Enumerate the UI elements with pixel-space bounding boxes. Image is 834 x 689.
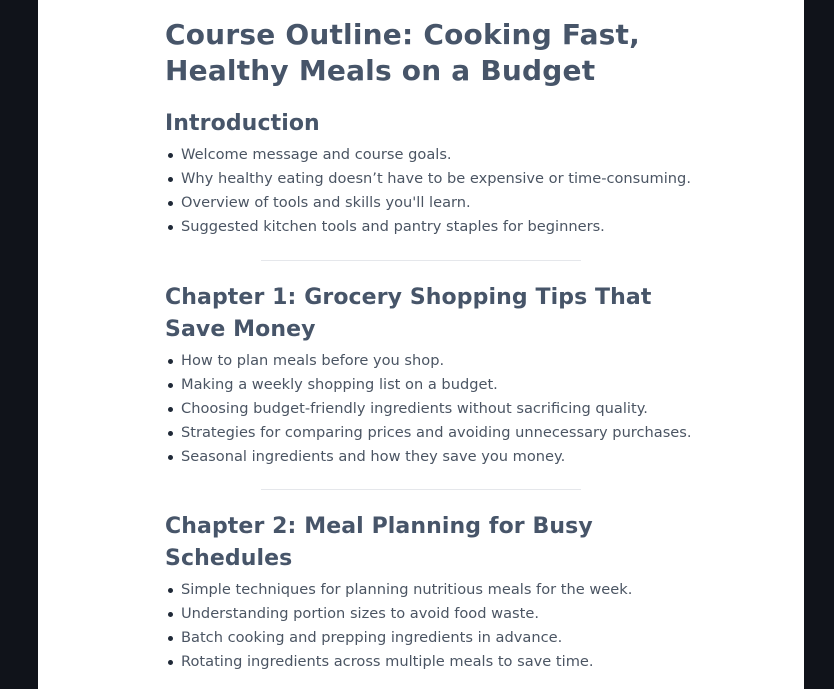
list-item: Making a weekly shopping list on a budget. bbox=[181, 373, 685, 397]
list-item: Welcome message and course goals. bbox=[181, 143, 685, 167]
list-item: Choosing budget-friendly ingredients without sacrificing quality. bbox=[181, 397, 685, 421]
bullet-list bbox=[165, 143, 691, 239]
section-heading: Chapter 2: Meal Planning for Busy Schedules bbox=[165, 514, 593, 571]
section-introduction bbox=[165, 108, 691, 239]
list-item: Strategies for comparing prices and avoiding unnecessary purchases. bbox=[181, 421, 685, 445]
section-heading: Chapter 1: Grocery Shopping Tips That Save Money bbox=[165, 285, 652, 342]
list-item: Simple techniques for planning nutritious meals for the week. bbox=[181, 578, 685, 602]
list-item: Suggested kitchen tools and pantry staples for beginners. bbox=[181, 215, 685, 239]
section-divider bbox=[261, 260, 581, 261]
list-item: Seasonal ingredients and how they save you money. bbox=[181, 445, 685, 469]
section-chapter-1 bbox=[165, 282, 692, 469]
section-chapter-2 bbox=[165, 511, 685, 674]
list-item: Understanding portion sizes to avoid food waste. bbox=[181, 602, 685, 626]
bullet-list bbox=[165, 349, 692, 469]
list-item: Batch cooking and prepping ingredients in advance. bbox=[181, 626, 685, 650]
bullet-list bbox=[165, 578, 685, 674]
page-title: Course Outline: Cooking Fast, Healthy Meals on a Budget bbox=[165, 18, 640, 87]
list-item: Rotating ingredients across multiple meals to save time. bbox=[181, 650, 685, 674]
list-item: How to plan meals before you shop. bbox=[181, 349, 685, 373]
document-page bbox=[38, 0, 804, 689]
list-item: Overview of tools and skills you'll learn. bbox=[181, 191, 685, 215]
section-heading: Introduction bbox=[165, 111, 320, 136]
section-divider bbox=[261, 489, 581, 490]
list-item: Why healthy eating doesn’t have to be expensive or time-consuming. bbox=[181, 167, 685, 191]
